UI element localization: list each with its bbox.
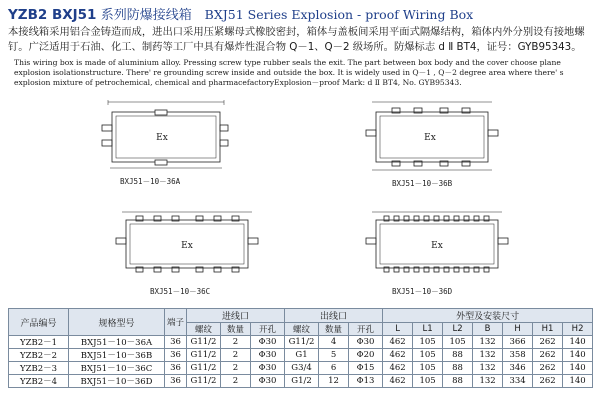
table-cell: YZB2－2 [9,349,69,362]
table-cell: YZB2－1 [9,336,69,349]
table-cell: 36 [165,375,187,388]
table-cell: 358 [503,349,533,362]
table-cell: 105 [413,362,443,375]
table-cell: 346 [503,362,533,375]
header-dimensions: 外型及安装尺寸 [383,309,593,323]
header-model: 规格型号 [69,309,165,336]
table-cell: YZB2－3 [9,362,69,375]
table-cell: 2 [221,349,251,362]
wiring-box-drawing-c [112,210,262,280]
table-cell: 88 [443,375,473,388]
table-cell: 366 [503,336,533,349]
ex-mark-c: Ex [181,241,193,251]
diagram-label-a: BXJ51－10－36A [120,177,181,186]
table-cell: Φ30 [349,336,383,349]
table-cell: Φ15 [349,362,383,375]
table-cell: 132 [473,336,503,349]
table-cell: 36 [165,349,187,362]
table-cell: G1/2 [285,375,319,388]
header-inlet-thread: 螺纹 [187,323,221,336]
table-cell: 105 [443,336,473,349]
table-cell: 36 [165,336,187,349]
table-cell: 12 [319,375,349,388]
table-cell: 334 [503,375,533,388]
table-cell: 262 [533,375,563,388]
header-dim-L: L [383,323,413,336]
table-cell: 36 [165,362,187,375]
table-cell: 2 [221,336,251,349]
table-cell: YZB2－4 [9,375,69,388]
header-dim-H1: H1 [533,323,563,336]
table-cell: Φ30 [251,336,285,349]
title-en: BXJ51 Series Explosion - proof Wiring Box [204,7,474,22]
diagram-36d [362,210,512,296]
table-row [9,362,593,375]
diagram-36a [100,100,230,186]
table-header-row-1 [9,309,593,323]
table-cell: 140 [563,336,593,349]
header-inlet-quantity: 数量 [221,323,251,336]
table-cell: 4 [319,336,349,349]
header-inlet-hole: 开孔 [251,323,285,336]
table-cell: BXJ51－10－36D [69,375,165,388]
table-cell: 462 [383,336,413,349]
table-cell: G3/4 [285,362,319,375]
table-row [9,349,593,362]
diagram-label-b: BXJ51－10－36B [392,179,453,188]
table-cell: BXJ51－10－36B [69,349,165,362]
table-cell: 132 [473,375,503,388]
table-cell: 132 [473,362,503,375]
table-cell: 462 [383,349,413,362]
table-cell: 140 [563,362,593,375]
table-cell: 88 [443,362,473,375]
diagram-label-d: BXJ51－10－36D [392,287,453,296]
title-model: YZB2 BXJ51 [8,7,97,23]
table-cell: Φ30 [251,349,285,362]
table-row [9,375,593,388]
table-cell: 105 [413,375,443,388]
page-title [8,4,473,23]
spec-table [8,308,593,388]
table-cell: 2 [221,362,251,375]
table-cell: 105 [413,349,443,362]
table-cell: Φ30 [251,375,285,388]
table-cell: 262 [533,336,563,349]
table-cell: G11/2 [187,336,221,349]
table-cell: 5 [319,349,349,362]
table-cell: Φ13 [349,375,383,388]
table-cell: Φ20 [349,349,383,362]
header-outlet-quantity: 数量 [319,323,349,336]
description-en: This wiring box is made of aluminium alloy. Pressing screw type rubber seals the exit. The part between box body and the cover choose plane explosion isolationstructure. There' re grounding screw inside and outside the box. It is widely used in Q－1 , Q－2 degree area where there' s explosion mixture of petrochemical, chemical and pharmacefactoryExplosion－proof Mark: d Ⅱ BT4, No. GYB95343. [14,58,564,87]
table-cell: G11/2 [187,349,221,362]
header-outlet-hole: 开孔 [349,323,383,336]
wiring-box-drawing-a [100,100,230,175]
table-cell: 262 [533,349,563,362]
table-body [9,336,593,388]
table-cell: 105 [413,336,443,349]
wiring-box-drawing-b [362,100,502,175]
header-outlet: 出线口 [285,309,383,323]
header-product-code: 产品编号 [9,309,69,336]
table-cell: 462 [383,362,413,375]
wiring-box-drawing-d [362,210,512,280]
diagram-label-c: BXJ51－10－36C [150,287,211,296]
table-cell: 140 [563,349,593,362]
ex-mark-d: Ex [431,241,443,251]
table-cell: 88 [443,349,473,362]
header-inlet: 进线口 [187,309,285,323]
table-cell: 262 [533,362,563,375]
table-cell: G11/2 [187,375,221,388]
table-cell: G11/2 [187,362,221,375]
table-cell: BXJ51－10－36C [69,362,165,375]
table-cell: 132 [473,349,503,362]
table-cell: G1 [285,349,319,362]
header-dim-H: H [503,323,533,336]
table-cell: 2 [221,375,251,388]
ex-mark-b: Ex [424,133,436,143]
header-dim-H2: H2 [563,323,593,336]
header-terminals: 端子 [165,309,187,336]
description-cn: 本接线箱采用铝合金铸造而成，进出口采用压紧螺母式橡胶密封，箱体与盖板间采用平面式隔爆结构，箱体内外分别设有接地螺钉。广泛适用于石油、化工、制药等工厂中具有爆炸性混合物 Q－1、Q－2 级场所。防爆标志 d Ⅱ BT4，证号：GYB95343。 [8,26,585,53]
table-cell: 6 [319,362,349,375]
table-cell: 462 [383,375,413,388]
header-dim-B: B [473,323,503,336]
diagram-36b [362,100,502,188]
table-cell: G11/2 [285,336,319,349]
ex-mark-a: Ex [156,133,168,143]
table-cell: 140 [563,375,593,388]
table-row [9,336,593,349]
table-cell: Φ30 [251,362,285,375]
diagram-36c [112,210,262,296]
title-cn: 系列防爆接线箱 [100,8,192,23]
header-dim-L1: L1 [413,323,443,336]
table-cell: BXJ51－10－36A [69,336,165,349]
header-outlet-thread: 螺纹 [285,323,319,336]
header-dim-L2: L2 [443,323,473,336]
